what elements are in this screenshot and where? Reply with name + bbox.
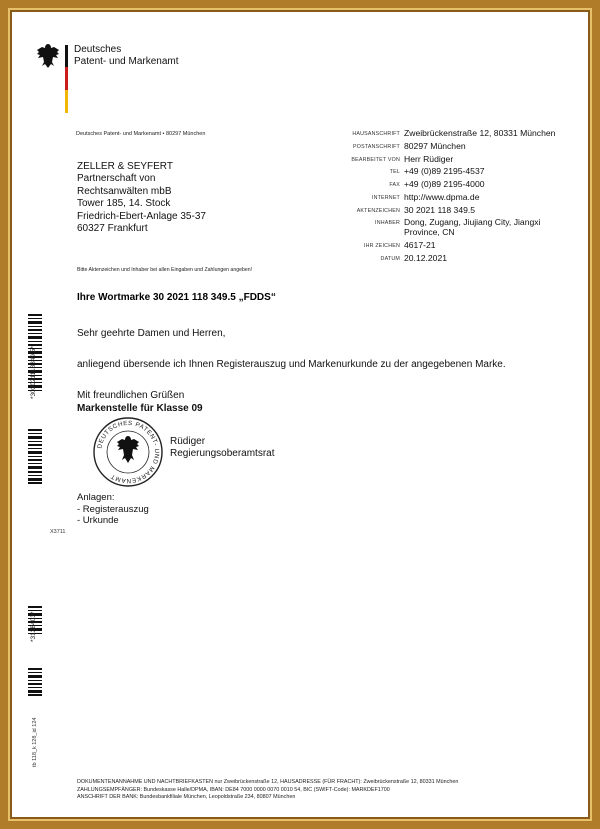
- info-row-fax: [334, 180, 584, 190]
- office-brand: [74, 44, 179, 68]
- signer-title: Regierungsoberamtsrat: [170, 447, 275, 459]
- letter-page: [14, 14, 586, 815]
- info-label: AKTENZEICHEN: [356, 207, 400, 214]
- info-value: Herr Rüdiger: [404, 153, 454, 164]
- brand-line-2: Patent- und Markenamt: [74, 56, 179, 67]
- info-row-internet: [334, 193, 584, 203]
- info-label: POSTANSCHRIFT: [353, 143, 400, 150]
- attachments-heading: Anlagen:: [77, 492, 115, 503]
- footer-block: [77, 779, 458, 802]
- info-value: Dong, Zugang, Jiujiang City, Jiangxi Province, CN: [404, 217, 541, 238]
- footer-line: ZAHLUNGSEMPFÄNGER: Bundeskasse Halle/DPMA, IBAN: DE84 7000 0000 0070 0010 54, BIC (SWIFT-Code): MARKDEF1700: [77, 786, 390, 793]
- info-value: 4617-21: [404, 239, 436, 250]
- barcode-top: [28, 314, 42, 484]
- info-row-tel: [334, 167, 584, 177]
- recipient-line: Tower 185, 14. Stock: [77, 198, 171, 210]
- vertical-form-code: tb 118_k 128_id 124: [32, 717, 38, 767]
- info-value: +49 (0)89 2195-4000: [404, 179, 485, 190]
- info-value: Zweibrückenstraße 12, 80331 München: [404, 128, 556, 138]
- info-label: FAX: [389, 182, 400, 189]
- closing-block: [77, 390, 203, 415]
- federal-eagle-icon: [35, 42, 61, 70]
- info-label: INTERNET: [371, 194, 400, 201]
- barcode-number-top: *302021118349 5*: [30, 346, 37, 399]
- info-value: 30 2021 118 349.5: [404, 204, 476, 215]
- info-label: INHABER: [375, 220, 400, 227]
- subject-line: Ihre Wortmarke 30 2021 118 349.5 „FDDS“: [77, 292, 276, 303]
- side-code: X3711: [50, 529, 66, 535]
- info-row-hausanschrift: [334, 129, 584, 139]
- attachment-item: - Registerauszug: [77, 503, 149, 515]
- info-block: [334, 129, 584, 266]
- closing-greeting: Mit freundlichen Grüßen: [77, 390, 185, 401]
- recipient-line: ZELLER & SEYFERT: [77, 161, 173, 172]
- footer-line: DOKUMENTENANNAHME UND NACHTBRIEFKASTEN nur Zweibrückenstraße 12, HAUSADRESSE (FÜR FRACHT): Zweibrückenstraße 12, 80331 München: [77, 779, 459, 785]
- sender-return-address: Deutsches Patent- und Markenamt • 80297 München: [76, 131, 206, 137]
- seal-eagle-icon: [117, 436, 139, 463]
- salutation: Sehr geehrte Damen und Herren,: [77, 328, 226, 339]
- info-value: +49 (0)89 2195-4537: [404, 166, 485, 177]
- recipient-line: Partnerschaft von: [77, 173, 156, 185]
- info-label: TEL: [389, 169, 400, 176]
- official-seal-stamp: [92, 416, 164, 488]
- info-row-inhaber: [334, 218, 584, 237]
- info-row-postanschrift: [334, 142, 584, 152]
- brand-line-1: Deutsches: [74, 44, 122, 55]
- info-row-datum: [334, 254, 584, 264]
- attachments-list: [77, 492, 149, 527]
- attachment-item: - Urkunde: [77, 515, 119, 526]
- recipient-line: Friedrich-Ebert-Anlage 35-37: [77, 210, 206, 222]
- footer-line: ANSCHRIFT DER BANK: Bundesbankfiliale München, Leopoldstraße 234, 80807 München: [77, 794, 296, 800]
- info-label: HAUSANSCHRIFT: [352, 131, 400, 137]
- reference-notice: Bitte Aktenzeichen und Inhaber bei allen Eingaben und Zahlungen angeben!: [77, 267, 253, 273]
- recipient-line: 60327 Frankfurt: [77, 223, 148, 235]
- info-row-ihr-zeichen: [334, 241, 584, 251]
- seal-text: DEUTSCHES PATENT- UND MARKENAMT: [96, 419, 161, 485]
- recipient-address: [77, 161, 206, 235]
- info-value: 80297 München: [404, 140, 466, 151]
- info-label: BEARBEITET VON: [351, 156, 400, 163]
- barcode-number-bottom: *3138403*: [30, 611, 37, 642]
- closing-unit: Markenstelle für Klasse 09: [77, 402, 203, 414]
- info-row-aktenzeichen: [334, 206, 584, 216]
- info-row-bearbeitet-von: [334, 155, 584, 165]
- signer-name: Rüdiger: [170, 436, 206, 447]
- info-label: IHR ZEICHEN: [363, 242, 400, 249]
- info-value: http://www.dpma.de: [404, 191, 480, 202]
- body-text: anliegend übersende ich Ihnen Registerauszug und Markenurkunde zu der angegebenen Marke.: [77, 359, 506, 370]
- signer-block: [170, 436, 275, 459]
- info-label: DATUM: [380, 255, 400, 262]
- info-value: 20.12.2021: [404, 252, 448, 263]
- recipient-line: Rechtsanwälten mbB: [77, 185, 172, 197]
- german-flag-stripe: [65, 45, 68, 113]
